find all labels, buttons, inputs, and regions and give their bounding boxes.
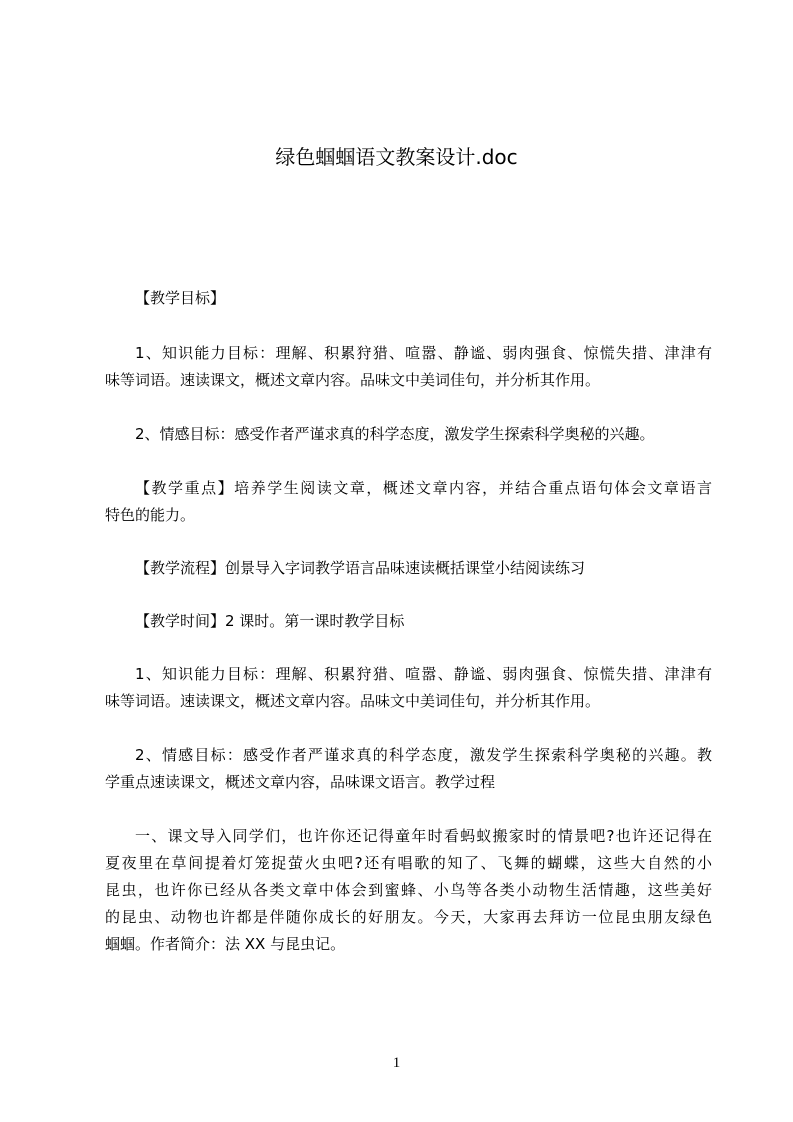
text-line: 【教学重点】培养学生阅读文章，概述文章内容，并结合重点语句体会文章语言 (135, 479, 712, 497)
text-line: 味等词语。速读课文，概述文章内容。品味文中美词佳句，并分析其作用。 (105, 371, 601, 389)
text-line: 蝈蝈。作者简介：法 XX 与昆虫记。 (105, 935, 346, 953)
paragraph (105, 475, 712, 529)
text-line: 的昆虫、动物也许都是伴随你成长的好朋友。今天，大家再去拜访一位昆虫朋友绿色 (105, 908, 712, 926)
text-line: 夏夜里在草间提着灯笼捉萤火虫吧?还有唱歌的知了、飞舞的蝴蝶，这些大自然的小 (105, 854, 712, 872)
text-line: 学重点速读课文，概述文章内容，品味课文语言。教学过程 (105, 773, 496, 791)
text-line: 一、课文导入同学们，也许你还记得童年时看蚂蚁搬家时的情景吧?也许还记得在 (135, 827, 712, 845)
text-line: 【教学时间】2 课时。第一课时教学目标 (135, 612, 405, 630)
text-line: 味等词语。速读课文，概述文章内容。品味文中美词佳句，并分析其作用。 (105, 692, 601, 710)
paragraph (105, 421, 712, 448)
paragraph (105, 661, 712, 715)
text-line: 特色的能力。 (105, 506, 196, 524)
paragraph (105, 285, 712, 312)
text-line: 2、情感目标：感受作者严谨求真的科学态度，激发学生探索科学奥秘的兴趣。教 (135, 746, 712, 764)
text-line: 2、情感目标：感受作者严谨求真的科学态度，激发学生探索科学奥秘的兴趣。 (135, 425, 655, 443)
paragraph (105, 608, 712, 635)
document-title: 绿色蝈蝈语文教案设计.doc (275, 145, 518, 169)
page-number: 1 (392, 1055, 401, 1071)
paragraph (105, 742, 712, 796)
text-line: 1、知识能力目标：理解、积累狩猎、喧嚣、静谧、弱肉强食、惊慌失措、津津有 (135, 665, 712, 683)
text-line: 昆虫，也许你已经从各类文章中体会到蜜蜂、小鸟等各类小动物生活情趣，这些美好 (105, 881, 712, 899)
paragraph (105, 823, 712, 958)
paragraph (105, 340, 712, 394)
text-line: 1、知识能力目标：理解、积累狩猎、喧嚣、静谧、弱肉强食、惊慌失措、津津有 (135, 344, 712, 362)
text-line: 【教学目标】 (135, 289, 226, 307)
text-line: 【教学流程】创景导入字词教学语言品味速读概括课堂小结阅读练习 (135, 559, 586, 577)
paragraph (105, 555, 712, 582)
